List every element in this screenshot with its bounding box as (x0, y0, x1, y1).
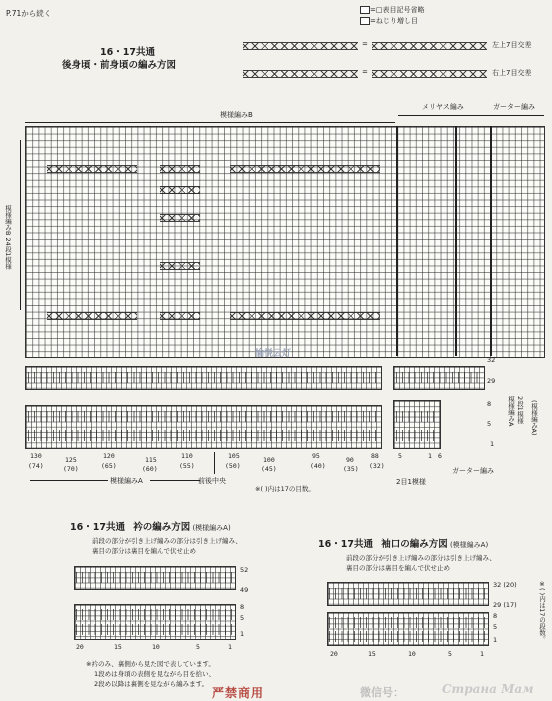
main-right-lower-strip (393, 400, 441, 449)
right-cross-label: 右上7目交差 (492, 69, 532, 77)
cuff-stitch-1: 1 (480, 650, 484, 658)
collar-footnote-1: ※衿のみ、裏側から見た図で表しています。 (86, 660, 215, 668)
collar-stitch-10: 10 (152, 643, 160, 651)
cuff-row-8: 8 (493, 612, 498, 620)
cuff-note-2: 裏目の部分は裏目を編んで伏せ止め (346, 564, 450, 572)
row-label-8: 8 (487, 400, 492, 408)
stitch-88: 88 (371, 452, 379, 460)
collar-title (70, 519, 231, 533)
stitch-paren-32: (32) (369, 462, 385, 470)
cuff-row-5: 5 (493, 623, 498, 631)
collar-row-8: 8 (240, 603, 245, 611)
main-chart-title-2: 後身頃・前身頃の編み方図 (62, 60, 177, 71)
continued-label: P.71から続く (6, 9, 52, 18)
cuff-row-1: 1 (493, 636, 498, 644)
pattern-b-side-label: 模様編みB 24段1模様 (4, 205, 12, 270)
collar-stitch-20: 20 (76, 643, 84, 651)
wechat-watermark: 微信号： (360, 686, 404, 699)
right-cross-symbol-2 (372, 70, 487, 78)
collar-row-52: 52 (240, 566, 249, 574)
cuff-title-prefix: 16・17共通 (318, 539, 373, 550)
collar-note-2: 裏目の部分は裏目を編んで伏せ止め (92, 547, 196, 555)
stitch-90: 90 (346, 456, 354, 464)
two-stitch-pattern-label: 2目1模様 (396, 478, 426, 486)
pattern-a-bottom-label: 模様編みA (110, 477, 143, 485)
cuff-note-1: 前段の部分が引き上げ編みの部分は引き上げ編み、 (346, 554, 496, 562)
stitch-110: 110 (181, 452, 193, 460)
cuff-row-29: 29 (17) (493, 601, 517, 609)
stitch-paren-55: (55) (179, 462, 195, 470)
cuff-row-32: 32 (20) (493, 581, 517, 589)
stitch-paren-74: (74) (28, 462, 44, 470)
stitch-125: 125 (65, 456, 77, 464)
collar-footnote-3: 2段め以降は裏側を見ながら編みます。 (94, 680, 209, 688)
stitch-paren-60: (60) (142, 465, 158, 473)
collar-title-main: 衿の編み方図 (133, 522, 191, 533)
stitch-100: 100 (263, 456, 275, 464)
row-count-margin-note: ※( )内は17の段数。 (538, 580, 546, 643)
cuff-stitch-20: 20 (330, 650, 338, 658)
stitch-paren-50: (50) (225, 462, 241, 470)
left-cross-symbol-2 (372, 42, 487, 50)
no-commercial-stamp: 严禁商用 (212, 686, 265, 700)
collar-row-1: 1 (240, 630, 245, 638)
stitch-paren-45: (45) (261, 465, 277, 473)
garter-bottom-label: ガーター編み (452, 467, 494, 475)
stitch-1: 1 (428, 452, 432, 460)
collar-note-1: 前段の部分が引き上げ編みの部分は引き上げ編み、 (92, 537, 242, 545)
center-front-back-label: 前後中央 (198, 477, 226, 485)
legend-omit-box (360, 6, 370, 14)
row-label-1: 1 (490, 440, 495, 448)
stitch-paren-65: (65) (101, 462, 117, 470)
legend-twist-box (360, 17, 370, 25)
stitch-6: 6 (438, 452, 442, 460)
cuff-title-sub: (模様編みA) (449, 541, 489, 549)
stitch-count-note: ※( )内は17の目数。 (255, 485, 315, 493)
legend-twist-text: =ねじり増し目 (370, 17, 418, 25)
garter-label: ガーター編み (493, 103, 535, 111)
pattern-a-side-label: 模様編みA (507, 396, 515, 427)
cuff-title (318, 536, 488, 550)
collar-title-sub: (模様編みA) (192, 524, 231, 532)
stockinette-label: メリヤス編み (422, 103, 464, 111)
pattern-a-paren-side-label: (模様編みA) (530, 400, 538, 436)
row-label-32: 32 (487, 356, 496, 364)
stitch-115: 115 (145, 456, 157, 464)
cuff-title-main: 袖口の編み方図 (381, 539, 448, 550)
collar-footnote-2: 1段めは身頃の表側を見ながら目を拾い、 (94, 670, 216, 678)
collar-stitch-1: 1 (228, 643, 232, 651)
main-chart-grid (25, 126, 545, 358)
cuff-stitch-10: 10 (408, 650, 416, 658)
two-row-side-label: 2段1模様 (516, 396, 524, 424)
legend-omit-text: =□表目記号省略 (370, 6, 425, 14)
row-label-5: 5 (487, 420, 492, 428)
left-cross-symbol (243, 42, 358, 50)
collar-stitch-5: 5 (196, 643, 200, 651)
collar-title-prefix: 16・17共通 (70, 522, 125, 533)
logo-watermark: 愉悦云灯 (255, 349, 292, 359)
stitch-paren-70: (70) (63, 465, 79, 473)
left-cross-label: 左上7目交差 (492, 41, 532, 49)
stitch-105: 105 (228, 452, 240, 460)
main-chart-title-1: 16・17共通 (100, 47, 155, 58)
collar-row-49: 49 (240, 586, 249, 594)
right-cross-symbol (243, 70, 358, 78)
stitch-95: 95 (312, 452, 320, 460)
cuff-stitch-15: 15 (368, 650, 376, 658)
collar-row-5: 5 (240, 614, 245, 622)
cuff-stitch-5: 5 (448, 650, 452, 658)
stitch-paren-35: (35) (343, 465, 359, 473)
site-watermark: Страна Мам (442, 682, 534, 696)
stitch-5: 5 (398, 452, 402, 460)
collar-stitch-15: 15 (114, 643, 122, 651)
row-label-29: 29 (487, 377, 496, 385)
stitch-130: 130 (30, 452, 42, 460)
stitch-120: 120 (103, 452, 115, 460)
stitch-paren-40: (40) (310, 462, 326, 470)
pattern-b-label: 模様編みB (220, 111, 253, 119)
